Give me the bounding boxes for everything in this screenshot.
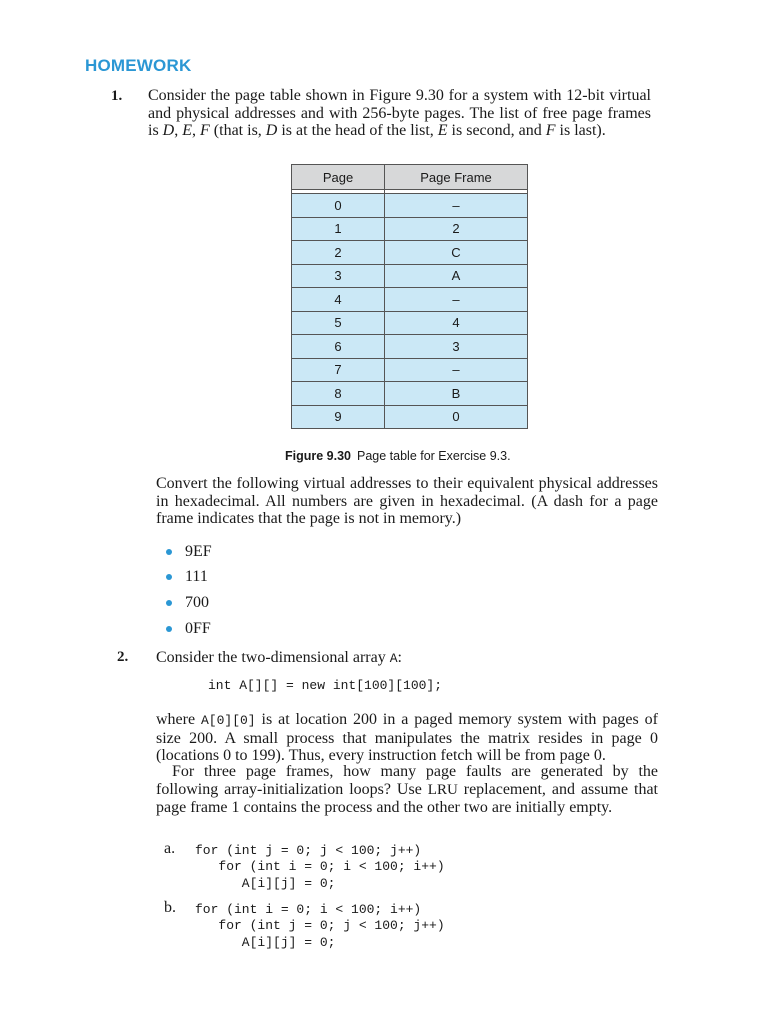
list-item: 111: [166, 565, 212, 591]
frame-cell: B: [385, 382, 528, 406]
array-declaration: int A[][] = new int[100][100];: [208, 678, 443, 693]
frame-cell: –: [385, 358, 528, 382]
page-frame-column-header: Page Frame: [385, 165, 528, 190]
bullet-icon: [166, 574, 172, 580]
table-row: [292, 382, 528, 406]
table-row: [292, 335, 528, 359]
question-2-intro: Consider the two-dimensional array A:: [156, 649, 402, 666]
loop-b-line-2: for (int j = 0; j < 100; j++): [195, 918, 445, 933]
frame-cell: 0: [385, 405, 528, 429]
table-row: [292, 311, 528, 335]
figure-caption: [285, 449, 511, 463]
loop-a-label: a.: [164, 840, 176, 857]
list-item: 0FF: [166, 616, 212, 642]
table-row: [292, 288, 528, 312]
table-row: [292, 405, 528, 429]
figure-label: Figure 9.30: [285, 449, 351, 463]
page-cell: 8: [292, 382, 385, 406]
page-cell: 7: [292, 358, 385, 382]
frame-cell: C: [385, 241, 528, 265]
address-list: [166, 539, 212, 641]
memory-description: where A[0][0] is at location 200 in a paged memory system with pages of size 200. A small process that manipulates the matrix resides in page 0 (locations 0 to 199). Thus, every instruction fetch will be from page 0.: [156, 711, 658, 764]
convert-instructions: Convert the following virtual addresses to their equivalent physical addresses in hexadecimal. All numbers are given in hexadecimal. (A dash for a page frame indicates that the page is not in memory.): [156, 475, 658, 527]
table-row: [292, 194, 528, 218]
homework-heading: HOMEWORK: [85, 56, 192, 75]
loop-b-label: b.: [164, 899, 176, 916]
bullet-icon: [166, 600, 172, 606]
list-item: 9EF: [166, 539, 212, 565]
bullet-icon: [166, 549, 172, 555]
frame-cell: A: [385, 264, 528, 288]
page-cell: 0: [292, 194, 385, 218]
frame-cell: –: [385, 194, 528, 218]
question-1-intro: Consider the page table shown in Figure 9.30 for a system with 12-bit virtual and physical addresses and with 256-byte pages. The list of free page frames is D, E, F (that is, D is at the head of the list, E is second, and F is last).: [148, 87, 651, 139]
loop-a-line-2: for (int i = 0; i < 100; i++): [195, 859, 445, 874]
table-row: [292, 358, 528, 382]
page-cell: 4: [292, 288, 385, 312]
figure-caption-text: Page table for Exercise 9.3.: [357, 449, 511, 463]
table-row: [292, 241, 528, 265]
loop-b-line-1: for (int i = 0; i < 100; i++): [195, 902, 422, 917]
table-row: [292, 264, 528, 288]
frame-cell: 3: [385, 335, 528, 359]
frame-cell: –: [385, 288, 528, 312]
page-fault-question: For three page frames, how many page faults are generated by the following array-initialization loops? Use LRU replacement, and assume that page frame 1 contains the process and the other two are initially empty.: [156, 763, 658, 816]
page-cell: 3: [292, 264, 385, 288]
page-cell: 6: [292, 335, 385, 359]
page-column-header: Page: [292, 165, 385, 190]
question-2-number: 2.: [117, 649, 129, 665]
page-cell: 1: [292, 217, 385, 241]
page-cell: 5: [292, 311, 385, 335]
page-table: [291, 164, 528, 429]
frame-cell: 2: [385, 217, 528, 241]
loop-a-line-1: for (int j = 0; j < 100; j++): [195, 843, 422, 858]
page-cell: 9: [292, 405, 385, 429]
list-item: 700: [166, 590, 212, 616]
question-1-number: 1.: [111, 88, 123, 104]
bullet-icon: [166, 626, 172, 632]
table-row: [292, 217, 528, 241]
frame-cell: 4: [385, 311, 528, 335]
loop-b-line-3: A[i][j] = 0;: [195, 935, 336, 950]
loop-a-line-3: A[i][j] = 0;: [195, 876, 336, 891]
page-cell: 2: [292, 241, 385, 265]
